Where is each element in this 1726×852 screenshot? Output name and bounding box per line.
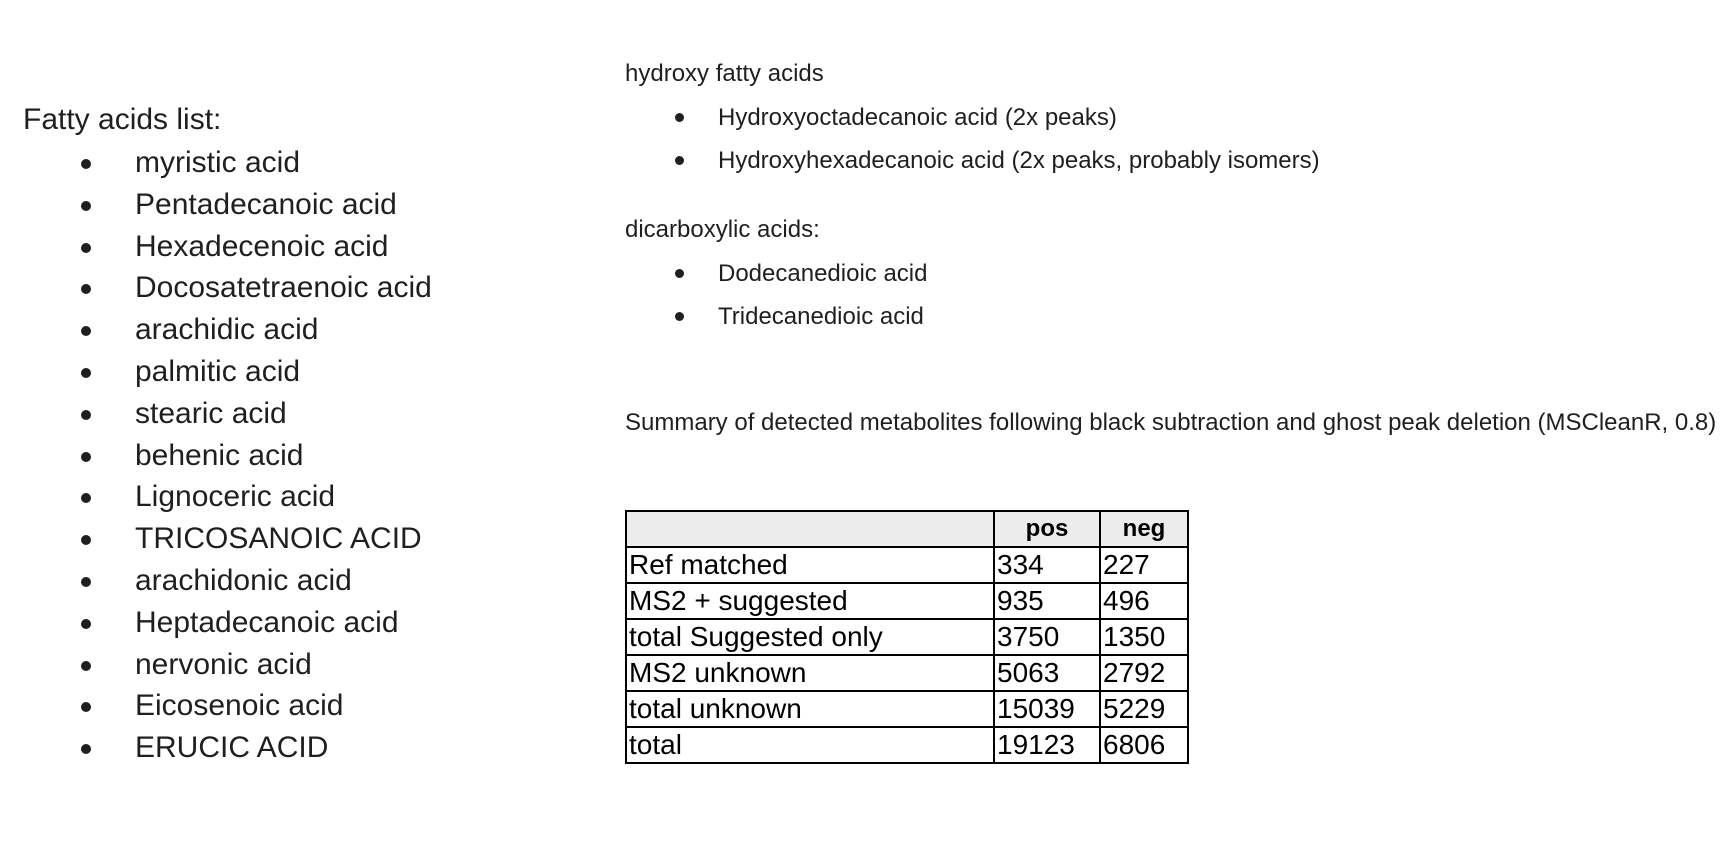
list-item-label: myristic acid [135,146,301,179]
table-cell: 1350 [1100,619,1188,655]
bullet-icon [81,744,91,754]
bullet-icon [81,535,91,545]
list-item [23,476,432,518]
table-row [626,691,1188,727]
bullet-icon [81,410,91,420]
list-item-label: Hydroxyoctadecanoic acid (2x peaks) [718,104,1117,131]
list-item [625,252,927,295]
list-item [23,518,432,560]
list-item [23,727,432,769]
table-cell: Ref matched [626,547,994,583]
hydroxy-list [625,96,1320,182]
dicarboxylic-list [625,252,927,338]
bullet-icon [81,159,91,169]
table-header-cell: pos [994,511,1100,547]
bullet-icon [81,493,91,503]
list-item-label: Pentadecanoic acid [135,187,397,221]
table-cell: 19123 [994,727,1100,763]
list-item-label: TRICOSANOIC ACID [135,522,422,556]
fatty-acids-section [23,98,432,769]
list-item [23,602,432,644]
bullet-icon [675,269,684,278]
table-cell: MS2 unknown [626,655,994,691]
list-item [23,685,432,727]
table-cell: 935 [994,583,1100,619]
list-item [23,435,432,477]
bullet-icon [81,284,91,294]
list-item-label: Dodecanedioic acid [718,260,928,287]
table-cell: total Suggested only [626,619,994,655]
table-header-cell: neg [1100,511,1188,547]
summary-text: Summary of detected metabolites following black subtraction and ghost peak deletion (MSCleanR, 0.8) [625,409,1717,436]
bullet-icon [675,156,684,165]
list-item [625,96,1320,139]
list-item [23,226,432,268]
list-item-label: Hexadecenoic acid [135,229,389,263]
bullet-icon [81,201,91,211]
fatty-acids-heading: Fatty acids list: [23,103,222,136]
table-cell: 5229 [1100,691,1188,727]
list-item [23,351,432,393]
table-cell: 496 [1100,583,1188,619]
list-item-label: Eicosenoic acid [135,689,344,723]
list-item [23,309,432,351]
list-item-label: Lignoceric acid [135,480,336,514]
table-header-cell [626,511,994,547]
table-row [626,619,1188,655]
list-item [23,560,432,602]
bullet-icon [675,312,684,321]
list-item-label: nervonic acid [135,647,312,681]
list-item-label: palmitic acid [135,354,301,388]
metabolites-table [625,510,1189,764]
fatty-acids-list [23,142,432,769]
table-cell: 5063 [994,655,1100,691]
list-item [23,393,432,435]
list-item-label: arachidic acid [135,313,319,347]
bullet-icon [81,452,91,462]
table-cell: 2792 [1100,655,1188,691]
table-row [626,727,1188,763]
list-item-label: arachidonic acid [135,563,352,597]
list-item [625,295,927,338]
list-item [625,139,1320,182]
bullet-icon [81,326,91,336]
list-item [23,184,432,226]
table-cell: 15039 [994,691,1100,727]
list-item-label: Heptadecanoic acid [135,605,399,639]
list-item [23,142,432,184]
table-cell: 227 [1100,547,1188,583]
list-item [23,267,432,309]
list-item-label: Docosatetraenoic acid [135,271,432,305]
table-cell: MS2 + suggested [626,583,994,619]
table-header-row [626,511,1188,547]
bullet-icon [81,702,91,712]
bullet-icon [81,243,91,253]
list-item [23,644,432,686]
bullet-icon [81,368,91,378]
table-cell: 334 [994,547,1100,583]
table-cell: 6806 [1100,727,1188,763]
list-item-label: Tridecanedioic acid [718,303,924,330]
list-item-label: Hydroxyhexadecanoic acid (2x peaks, probably isomers) [718,147,1320,174]
bullet-icon [81,661,91,671]
dicarboxylic-heading: dicarboxylic acids: [625,216,820,243]
table-row [626,655,1188,691]
list-item-label: ERUCIC ACID [135,731,329,765]
bullet-icon [81,619,91,629]
table-row [626,583,1188,619]
bullet-icon [675,113,684,122]
list-item-label: stearic acid [135,396,287,430]
table-cell: total unknown [626,691,994,727]
table-cell: 3750 [994,619,1100,655]
list-item-label: behenic acid [135,438,304,472]
bullet-icon [81,577,91,587]
hydroxy-heading: hydroxy fatty acids [625,60,824,87]
table-row [626,547,1188,583]
table-cell: total [626,727,994,763]
